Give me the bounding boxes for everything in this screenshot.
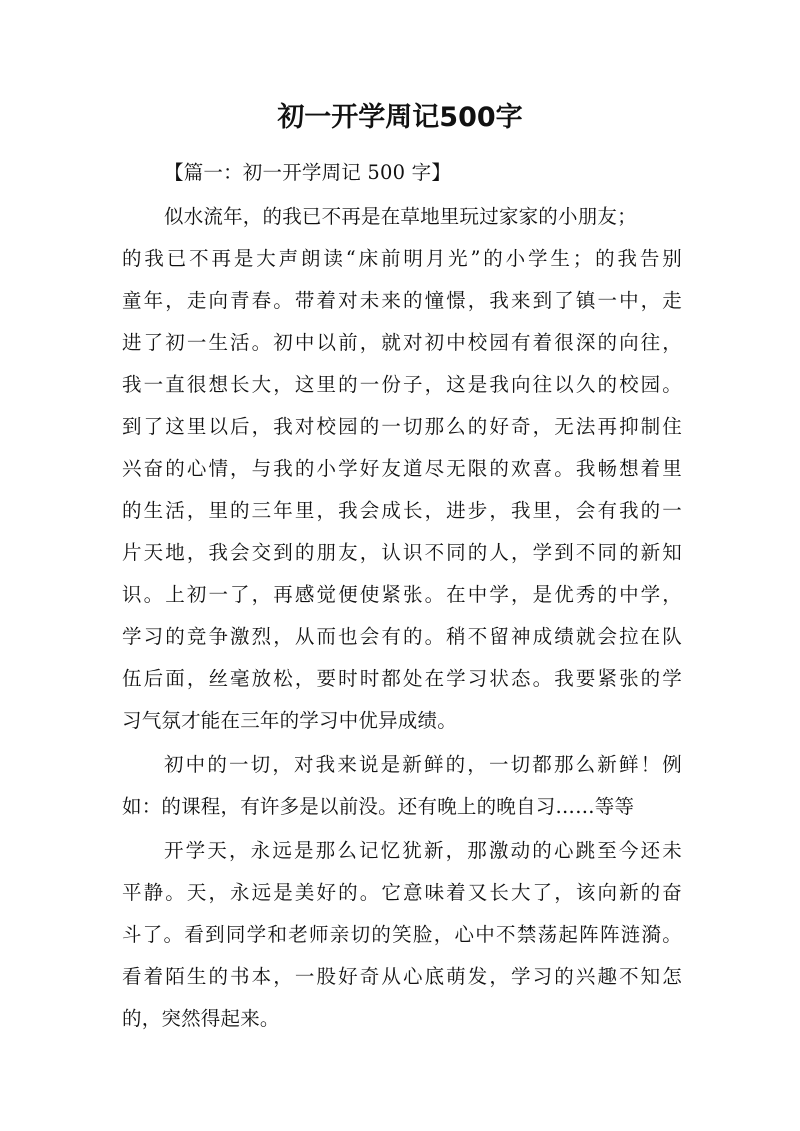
paragraph-line: 似水流年，的我已不再是在草地里玩过家家的小朋友； [164,205,637,228]
paragraph-line: 的，突然得起来。 [122,1007,280,1030]
paragraph-line: 我一直很想长大，这里的一份子，这是我向往以久的校园。 [122,373,682,396]
paragraph-line: 进了初一生活。初中以前，就对初中校园有着很深的向往， [122,331,682,354]
paragraph-line: 看着陌生的书本，一股好奇从心底萌发，学习的兴趣不知怎 [122,965,682,988]
paragraph-line: 平静。天，永远是美好的。它意味着又长大了，该向新的奋 [122,881,682,904]
paragraph-line: 到了这里以后，我对校园的一切那么的好奇，无法再抑制住 [122,415,682,438]
paragraph-line: 片天地，我会交到的朋友，认识不同的人，学到不同的新知 [122,541,682,564]
paragraph-line: 兴奋的心情，与我的小学好友道尽无限的欢喜。我畅想着里 [122,457,682,480]
section-heading: 【篇一：初一开学周记 500 字】 [164,161,452,184]
paragraph-line: 习气氛才能在三年的学习中优异成绩。 [122,709,457,732]
paragraph-line: 开学天，永远是那么记忆犹新，那激动的心跳至今还未 [164,839,682,862]
paragraph-line: 的我已不再是大声朗读“床前明月光”的小学生；的我告别 [122,247,682,270]
paragraph-line: 如：的课程，有许多是以前没。还有晚上的晚自习……等等 [122,795,635,818]
document-title: 初一开学周记500字 [277,102,523,133]
paragraph-line: 学习的竞争激烈，从而也会有的。稍不留神成绩就会拉在队 [122,625,682,648]
paragraph-line: 斗了。看到同学和老师亲切的笑脸，心中不禁荡起阵阵涟漪。 [122,923,682,946]
paragraph-line: 识。上初一了，再感觉便使紧张。在中学，是优秀的中学， [122,583,682,606]
paragraph-line: 初中的一切，对我来说是新鲜的，一切都那么新鲜！例 [164,753,682,776]
paragraph-line: 童年，走向青春。带着对未来的憧憬，我来到了镇一中，走 [122,289,682,312]
paragraph-line: 伍后面，丝毫放松，要时时都处在学习状态。我要紧张的学 [122,667,682,690]
paragraph-line: 的生活，里的三年里，我会成长，进步，我里，会有我的一 [122,499,682,522]
